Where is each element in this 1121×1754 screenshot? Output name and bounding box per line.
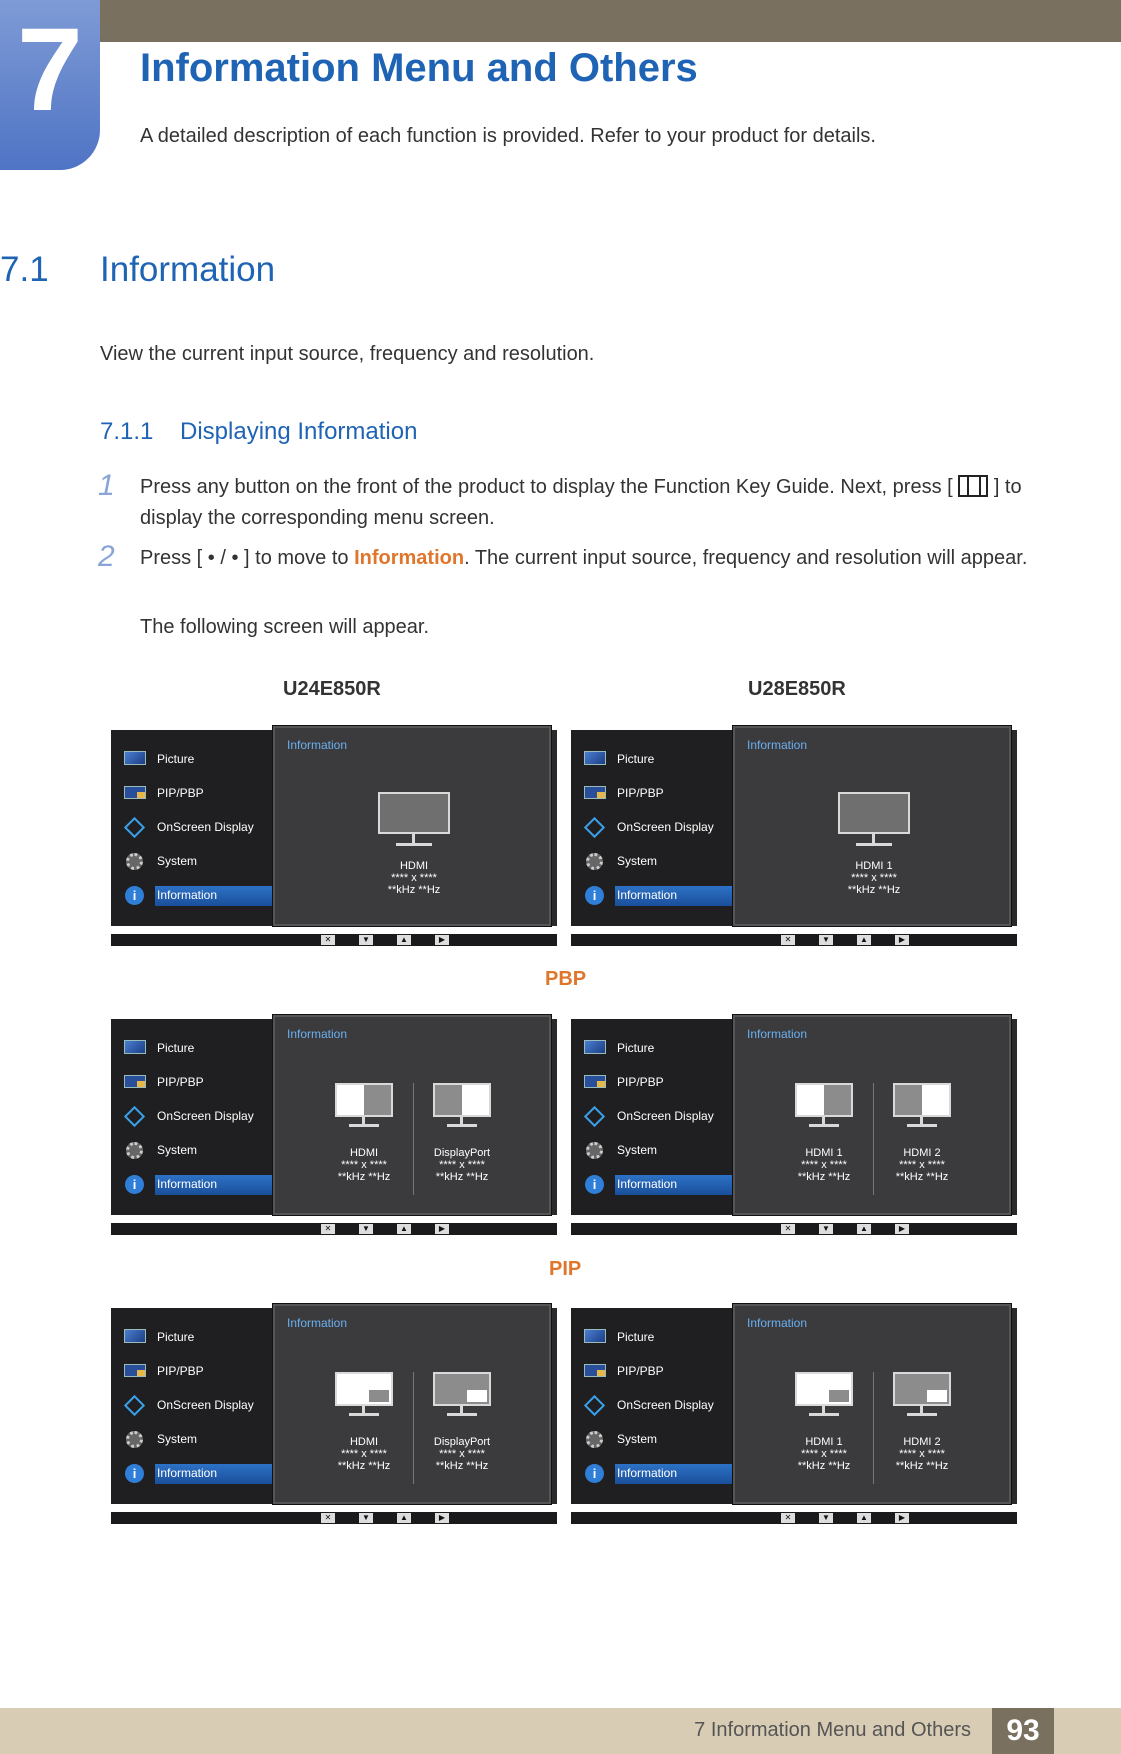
osd-menu-item[interactable] — [571, 1175, 746, 1195]
osd-menu-item[interactable] — [111, 1396, 286, 1416]
source-divider — [413, 1083, 414, 1195]
osd-menu-item[interactable] — [111, 1430, 286, 1450]
source-name: DisplayPort — [433, 1436, 491, 1448]
info-icon: i — [123, 886, 147, 904]
osd-menu-item[interactable] — [571, 1362, 746, 1382]
right-arrow-icon[interactable]: ▶ — [435, 1224, 449, 1234]
osd-source-info — [402, 1147, 522, 1183]
osd-menu-item[interactable] — [571, 1430, 746, 1450]
osd-menu-label: Information — [157, 1177, 218, 1191]
frequency: **kHz **Hz — [337, 1460, 391, 1472]
osd-screen-pip-u28 — [571, 1308, 1017, 1524]
following-text: The following screen will appear. — [140, 616, 430, 638]
system-gear-icon — [583, 1430, 607, 1448]
step-number-2: 2 — [98, 540, 115, 573]
close-icon[interactable]: ✕ — [781, 1224, 795, 1234]
info-icon: i — [583, 886, 607, 904]
info-icon: i — [123, 1175, 147, 1193]
monitor-icon — [335, 1083, 393, 1129]
osd-menu-item[interactable] — [111, 818, 286, 838]
monitor-icon — [795, 1083, 853, 1129]
down-arrow-icon[interactable]: ▼ — [359, 1224, 373, 1234]
osd-menu-label: System — [157, 854, 198, 868]
pip-pbp-icon — [583, 1362, 607, 1380]
osd-panel-title: Information — [747, 1316, 808, 1330]
step-1-part-b: ] to display the corresponding menu screen. — [140, 476, 1022, 529]
close-icon[interactable]: ✕ — [781, 935, 795, 945]
osd-source-info — [402, 1436, 522, 1472]
monitor-icon — [123, 750, 147, 768]
mode-label-pip: PIP — [549, 1258, 582, 1280]
osd-menu-item[interactable] — [571, 750, 746, 770]
monitor-icon — [583, 750, 607, 768]
down-arrow-icon[interactable]: ▼ — [819, 935, 833, 945]
source-name: HDMI 2 — [903, 1147, 941, 1159]
osd-menu-label: PIP/PBP — [617, 1075, 664, 1089]
down-arrow-icon[interactable]: ▼ — [359, 935, 373, 945]
monitor-icon — [123, 1039, 147, 1057]
osd-info-panel — [733, 1304, 1011, 1504]
osd-source-info — [814, 860, 934, 896]
up-arrow-icon[interactable]: ▲ — [857, 1224, 871, 1234]
osd-panel-title: Information — [747, 738, 808, 752]
info-icon: i — [583, 1464, 607, 1482]
section-title: Information — [100, 250, 276, 289]
pip-pbp-icon — [123, 1073, 147, 1091]
osd-menu-item[interactable] — [571, 1039, 746, 1059]
osd-menu-label: OnScreen Display — [617, 820, 714, 834]
osd-menu-panel — [111, 730, 286, 926]
step-1-part-a: Press any button on the front of the product to display the Function Key Guide. Next, press [ — [140, 476, 953, 498]
frequency: **kHz **Hz — [847, 884, 901, 896]
page-number: 93 — [992, 1708, 1054, 1754]
osd-menu-item[interactable] — [111, 1362, 286, 1382]
osd-info-panel — [273, 1304, 551, 1504]
osd-menu-label: OnScreen Display — [157, 820, 254, 834]
osd-screen-single-u24 — [111, 730, 557, 946]
source-divider — [413, 1372, 414, 1484]
osd-menu-item[interactable] — [111, 1073, 286, 1093]
up-arrow-icon[interactable]: ▲ — [857, 1513, 871, 1523]
info-icon: i — [583, 1175, 607, 1193]
frequency: **kHz **Hz — [435, 1171, 489, 1183]
osd-key-guide — [571, 1223, 1017, 1235]
source-name: HDMI — [349, 1436, 379, 1448]
osd-key-guide — [111, 1223, 557, 1235]
osd-menu-label: Information — [617, 888, 678, 902]
system-gear-icon — [123, 1430, 147, 1448]
up-arrow-icon[interactable]: ▲ — [397, 935, 411, 945]
onscreen-display-icon — [583, 818, 607, 836]
osd-menu-item[interactable] — [571, 886, 746, 906]
right-arrow-icon[interactable]: ▶ — [895, 1224, 909, 1234]
monitor-icon — [893, 1372, 951, 1418]
pip-pbp-icon — [583, 1073, 607, 1091]
frequency: **kHz **Hz — [895, 1460, 949, 1472]
close-icon[interactable]: ✕ — [321, 1513, 335, 1523]
osd-menu-label: Picture — [157, 752, 195, 766]
osd-source-info — [862, 1147, 982, 1183]
osd-menu-label: PIP/PBP — [157, 1364, 204, 1378]
osd-menu-panel — [571, 1019, 746, 1215]
osd-menu-item[interactable] — [571, 1141, 746, 1161]
osd-menu-label: Information — [617, 1466, 678, 1480]
source-name: DisplayPort — [433, 1147, 491, 1159]
monitor-icon — [795, 1372, 853, 1418]
osd-menu-label: OnScreen Display — [157, 1398, 254, 1412]
monitor-icon — [893, 1083, 951, 1129]
subsection-title: Displaying Information — [180, 418, 418, 445]
system-gear-icon — [123, 852, 147, 870]
osd-menu-item[interactable] — [571, 1073, 746, 1093]
osd-menu-label: System — [617, 1143, 658, 1157]
onscreen-display-icon — [583, 1107, 607, 1125]
close-icon[interactable]: ✕ — [781, 1513, 795, 1523]
system-gear-icon — [583, 852, 607, 870]
subsection-number: 7.1.1 — [100, 418, 154, 445]
frequency: **kHz **Hz — [797, 1171, 851, 1183]
osd-menu-label: OnScreen Display — [617, 1109, 714, 1123]
down-arrow-icon[interactable]: ▼ — [819, 1513, 833, 1523]
osd-source-info — [354, 860, 474, 896]
osd-key-guide — [571, 1512, 1017, 1524]
source-name: HDMI 1 — [805, 1147, 843, 1159]
down-arrow-icon[interactable]: ▼ — [819, 1224, 833, 1234]
osd-key-guide — [111, 934, 557, 946]
up-arrow-icon[interactable]: ▲ — [397, 1224, 411, 1234]
osd-panel-title: Information — [747, 1027, 808, 1041]
osd-key-guide — [111, 1512, 557, 1524]
monitor-icon — [838, 792, 910, 848]
model-label-u24: U24E850R — [283, 678, 381, 700]
source-name: HDMI 2 — [903, 1436, 941, 1448]
osd-menu-item[interactable] — [111, 1328, 286, 1348]
resolution: **** x **** — [899, 1159, 945, 1171]
section-intro: View the current input source, frequency and resolution. — [100, 343, 595, 365]
mode-label-pbp: PBP — [545, 968, 587, 990]
osd-menu-item[interactable] — [571, 852, 746, 872]
source-name: HDMI — [349, 1147, 379, 1159]
up-arrow-icon[interactable]: ▲ — [397, 1513, 411, 1523]
source-divider — [873, 1372, 874, 1484]
system-gear-icon — [123, 1141, 147, 1159]
osd-menu-label: Information — [617, 1177, 678, 1191]
osd-menu-item[interactable] — [111, 1039, 286, 1059]
osd-menu-label: PIP/PBP — [157, 786, 204, 800]
osd-menu-item[interactable] — [111, 1175, 286, 1195]
source-divider — [873, 1083, 874, 1195]
osd-menu-label: Picture — [157, 1330, 195, 1344]
model-label-u28: U28E850R — [748, 678, 846, 700]
osd-panel-title: Information — [287, 1027, 348, 1041]
osd-menu-item[interactable] — [571, 1328, 746, 1348]
resolution: **** x **** — [899, 1448, 945, 1460]
osd-menu-item[interactable] — [571, 1464, 746, 1484]
osd-menu-item[interactable] — [111, 1464, 286, 1484]
close-icon[interactable]: ✕ — [321, 1224, 335, 1234]
right-arrow-icon[interactable]: ▶ — [435, 935, 449, 945]
monitor-icon — [335, 1372, 393, 1418]
resolution: **** x **** — [851, 872, 897, 884]
resolution: **** x **** — [341, 1159, 387, 1171]
onscreen-display-icon — [123, 1107, 147, 1125]
osd-panel-title: Information — [287, 1316, 348, 1330]
source-name: HDMI — [399, 860, 429, 872]
close-icon[interactable]: ✕ — [321, 935, 335, 945]
system-gear-icon — [583, 1141, 607, 1159]
resolution: **** x **** — [801, 1159, 847, 1171]
osd-menu-label: OnScreen Display — [157, 1109, 254, 1123]
osd-info-panel — [733, 726, 1011, 926]
onscreen-display-icon — [123, 818, 147, 836]
source-name: HDMI 1 — [805, 1436, 843, 1448]
osd-screen-pbp-u28 — [571, 1019, 1017, 1235]
source-name: HDMI 1 — [855, 860, 893, 872]
footer-chapter-text: 7 Information Menu and Others — [694, 1719, 971, 1741]
footer — [0, 1708, 1121, 1754]
osd-menu-panel — [571, 730, 746, 926]
resolution: **** x **** — [391, 872, 437, 884]
osd-menu-label: System — [157, 1432, 198, 1446]
osd-menu-label: Picture — [157, 1041, 195, 1055]
osd-menu-item[interactable] — [111, 784, 286, 804]
chapter-title: Information Menu and Others — [140, 46, 698, 90]
right-arrow-icon[interactable]: ▶ — [895, 1513, 909, 1523]
onscreen-display-icon — [583, 1396, 607, 1414]
osd-menu-panel — [111, 1019, 286, 1215]
resolution: **** x **** — [801, 1448, 847, 1460]
step-2-part-a: Press [ • / • ] to move to — [140, 547, 355, 569]
osd-menu-item[interactable] — [111, 750, 286, 770]
frequency: **kHz **Hz — [895, 1171, 949, 1183]
frequency: **kHz **Hz — [797, 1460, 851, 1472]
osd-menu-label: Information — [157, 888, 218, 902]
monitor-icon — [378, 792, 450, 848]
osd-menu-item[interactable] — [111, 1141, 286, 1161]
osd-menu-label: PIP/PBP — [617, 1364, 664, 1378]
osd-menu-item[interactable] — [111, 852, 286, 872]
osd-info-panel — [273, 726, 551, 926]
osd-menu-label: System — [617, 854, 658, 868]
osd-screen-pip-u24 — [111, 1308, 557, 1524]
right-arrow-icon[interactable]: ▶ — [895, 935, 909, 945]
osd-menu-item[interactable] — [111, 1107, 286, 1127]
osd-panel-title: Information — [287, 738, 348, 752]
osd-info-panel — [273, 1015, 551, 1215]
monitor-icon — [583, 1039, 607, 1057]
osd-menu-label: Picture — [617, 1041, 655, 1055]
osd-screen-single-u28 — [571, 730, 1017, 946]
right-arrow-icon[interactable]: ▶ — [435, 1513, 449, 1523]
frequency: **kHz **Hz — [337, 1171, 391, 1183]
chapter-number-badge: 7 — [0, 0, 100, 170]
info-icon: i — [123, 1464, 147, 1482]
step-number-1: 1 — [98, 469, 115, 502]
osd-menu-item[interactable] — [571, 1396, 746, 1416]
monitor-icon — [433, 1083, 491, 1129]
osd-menu-item[interactable] — [571, 784, 746, 804]
step-1-text — [140, 472, 1040, 534]
monitor-icon — [583, 1328, 607, 1346]
osd-menu-label: PIP/PBP — [157, 1075, 204, 1089]
monitor-icon — [433, 1372, 491, 1418]
step-2-highlight: Information — [354, 547, 465, 569]
pip-pbp-icon — [123, 784, 147, 802]
osd-menu-panel — [571, 1308, 746, 1504]
osd-source-info — [862, 1436, 982, 1472]
osd-menu-label: OnScreen Display — [617, 1398, 714, 1412]
osd-menu-label: System — [617, 1432, 658, 1446]
monitor-icon — [123, 1328, 147, 1346]
resolution: **** x **** — [439, 1448, 485, 1460]
osd-info-panel — [733, 1015, 1011, 1215]
resolution: **** x **** — [439, 1159, 485, 1171]
osd-screen-pbp-u24 — [111, 1019, 557, 1235]
osd-menu-label: System — [157, 1143, 198, 1157]
osd-menu-label: PIP/PBP — [617, 786, 664, 800]
resolution: **** x **** — [341, 1448, 387, 1460]
step-2-part-b: . The current input source, frequency and resolution will appear. — [464, 547, 1028, 569]
frequency: **kHz **Hz — [387, 884, 441, 896]
onscreen-display-icon — [123, 1396, 147, 1414]
osd-menu-label: Picture — [617, 752, 655, 766]
osd-key-guide — [571, 934, 1017, 946]
down-arrow-icon[interactable]: ▼ — [359, 1513, 373, 1523]
section-number: 7.1 — [0, 250, 49, 289]
osd-menu-item[interactable] — [111, 886, 286, 906]
header-band — [0, 0, 1121, 42]
up-arrow-icon[interactable]: ▲ — [857, 935, 871, 945]
osd-menu-panel — [111, 1308, 286, 1504]
menu-key-icon — [958, 475, 988, 497]
osd-menu-item[interactable] — [571, 818, 746, 838]
osd-menu-label: Picture — [617, 1330, 655, 1344]
pip-pbp-icon — [123, 1362, 147, 1380]
step-2-text — [140, 543, 1040, 574]
osd-menu-label: Information — [157, 1466, 218, 1480]
pip-pbp-icon — [583, 784, 607, 802]
osd-menu-item[interactable] — [571, 1107, 746, 1127]
frequency: **kHz **Hz — [435, 1460, 489, 1472]
chapter-description: A detailed description of each function is provided. Refer to your product for details. — [140, 125, 876, 147]
